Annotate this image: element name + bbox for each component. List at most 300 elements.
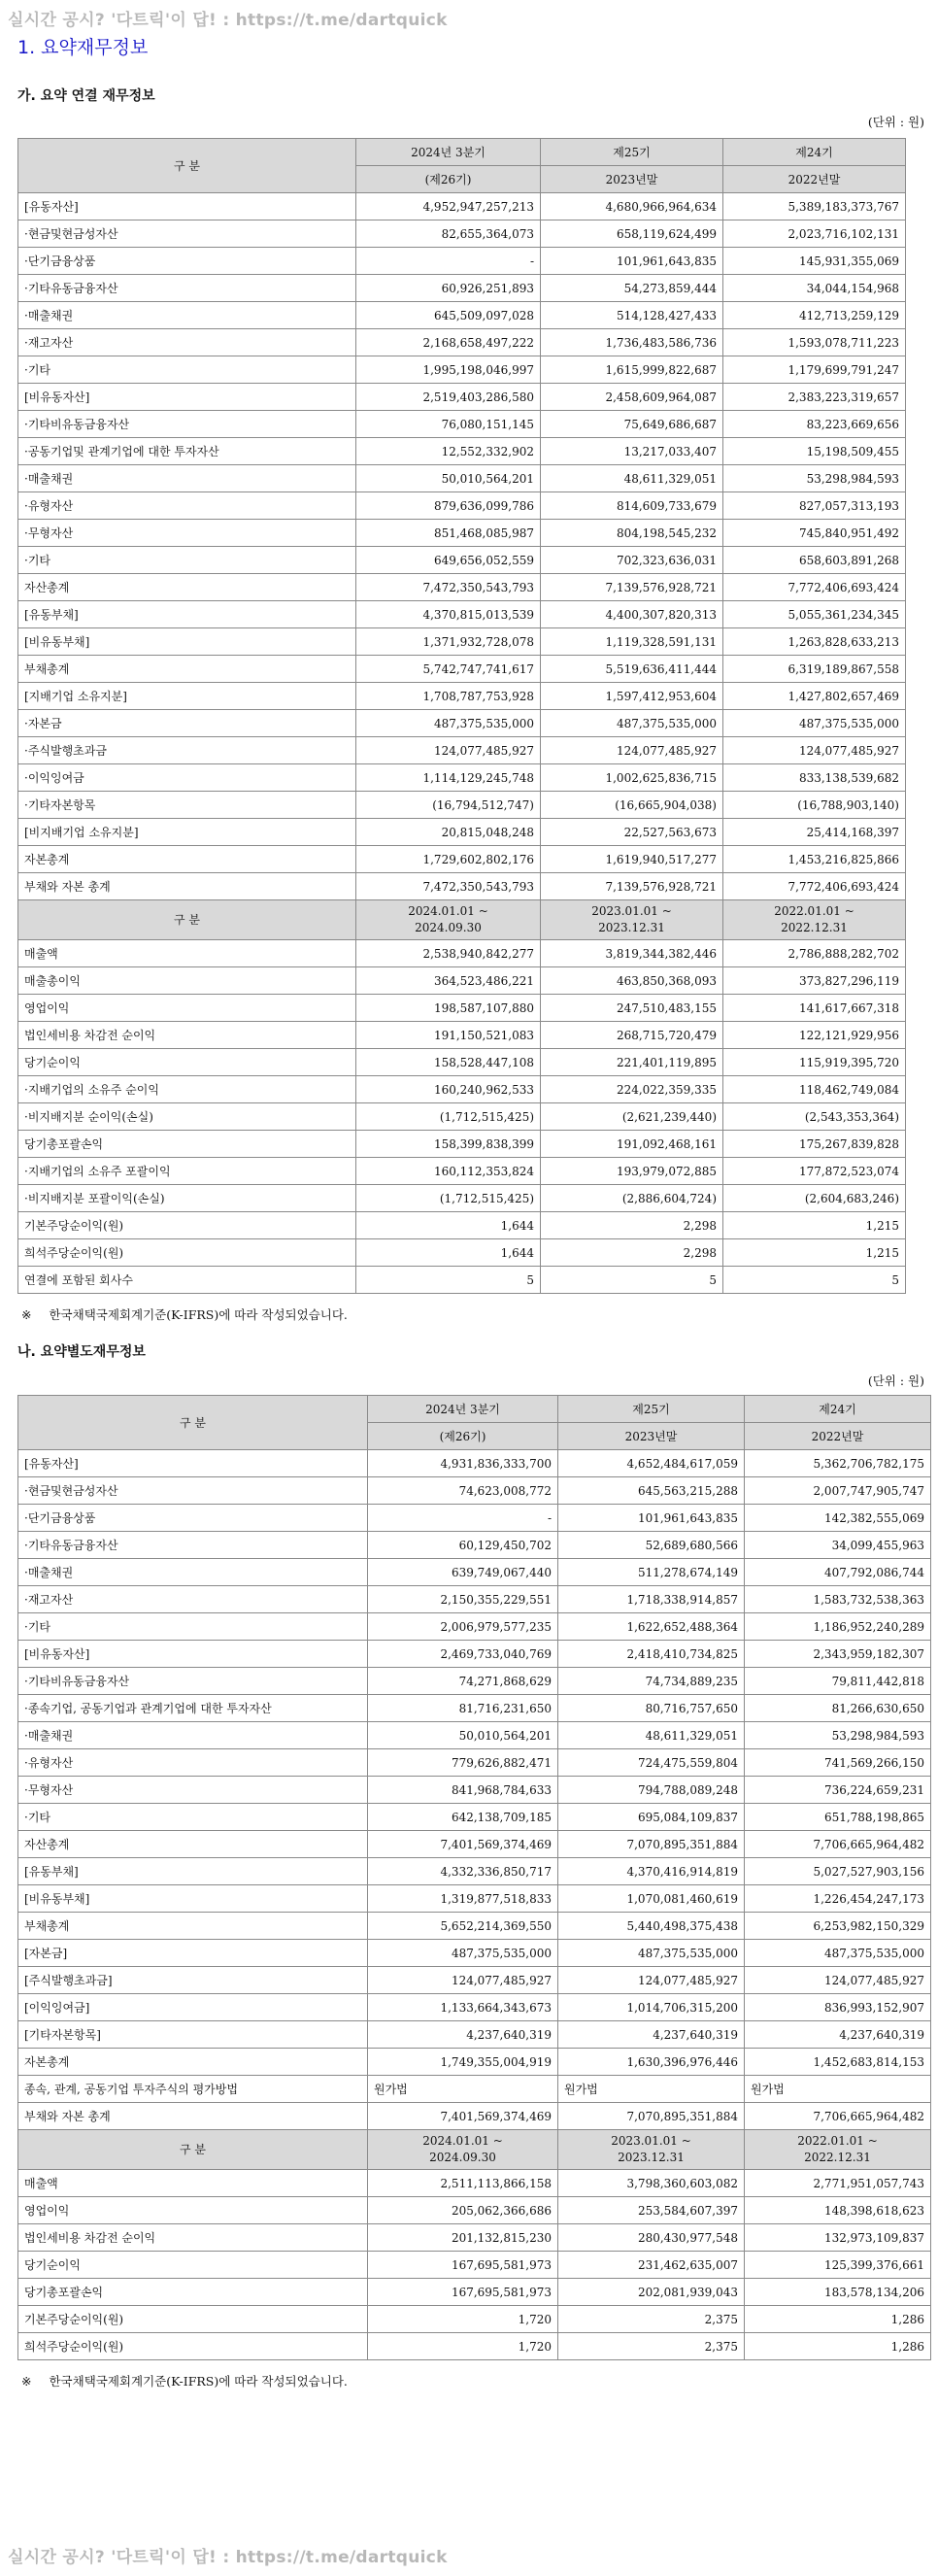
row-label: 기본주당순이익(원) xyxy=(18,2306,368,2333)
row-value: 1,014,706,315,200 xyxy=(558,1994,745,2021)
row-label: ·단기금융상품 xyxy=(18,1505,368,1532)
table-row xyxy=(18,967,906,995)
period-header-row xyxy=(18,2130,931,2170)
row-label: 매출액 xyxy=(18,940,356,967)
period-end: 2022.12.31 xyxy=(781,921,848,934)
row-value: 132,973,109,837 xyxy=(745,2224,931,2252)
row-value: 7,401,569,374,469 xyxy=(368,1831,558,1858)
row-value: 6,253,982,150,329 xyxy=(745,1913,931,1940)
row-value: 221,401,119,895 xyxy=(541,1049,723,1076)
table-row xyxy=(18,940,906,967)
row-value: 851,468,085,987 xyxy=(356,520,541,547)
row-value: 1,622,652,488,364 xyxy=(558,1613,745,1641)
row-value: 원가법 xyxy=(558,2076,745,2103)
row-label: [유동부채] xyxy=(18,601,356,628)
row-value: 5,362,706,782,175 xyxy=(745,1450,931,1477)
row-label: 종속, 관계, 공동기업 투자주식의 평가방법 xyxy=(18,2076,368,2103)
header-col-bottom: 2022년말 xyxy=(745,1423,931,1450)
row-value: 642,138,709,185 xyxy=(368,1804,558,1831)
consolidated-unit: (단위 : 원) xyxy=(867,115,924,129)
period-end: 2023.12.31 xyxy=(618,2151,685,2164)
row-value: 1,215 xyxy=(723,1239,906,1267)
row-value: 191,150,521,083 xyxy=(356,1022,541,1049)
row-value: 280,430,977,548 xyxy=(558,2224,745,2252)
row-label: 매출총이익 xyxy=(18,967,356,995)
row-label: 부채총계 xyxy=(18,1913,368,1940)
row-value: 487,375,535,000 xyxy=(541,710,723,737)
row-value: 794,788,089,248 xyxy=(558,1777,745,1804)
table-row xyxy=(18,2103,931,2130)
row-value: 1,319,877,518,833 xyxy=(368,1885,558,1913)
row-value: 2,375 xyxy=(558,2333,745,2360)
row-value: - xyxy=(368,1505,558,1532)
row-label: ·매출채권 xyxy=(18,465,356,492)
table-row xyxy=(18,683,906,710)
period-start: 2023.01.01 ~ xyxy=(591,904,672,918)
table-row xyxy=(18,2279,931,2306)
table-row xyxy=(18,1239,906,1267)
row-value: 160,240,962,533 xyxy=(356,1076,541,1103)
row-value: 1,615,999,822,687 xyxy=(541,356,723,384)
table-row xyxy=(18,1131,906,1158)
row-value: 268,715,720,479 xyxy=(541,1022,723,1049)
period-header-col xyxy=(745,2130,931,2170)
row-value: 695,084,109,837 xyxy=(558,1804,745,1831)
table-row xyxy=(18,438,906,465)
period-start: 2022.01.01 ~ xyxy=(774,904,854,918)
period-header-row xyxy=(18,900,906,940)
table-row xyxy=(18,1076,906,1103)
row-value: 2,469,733,040,769 xyxy=(368,1641,558,1668)
header-col-top: 제25기 xyxy=(541,139,723,166)
table-row xyxy=(18,2333,931,2360)
period-end: 2024.09.30 xyxy=(415,921,482,934)
table-row xyxy=(18,492,906,520)
table-row xyxy=(18,995,906,1022)
row-label: ·기타유동금융자산 xyxy=(18,1532,368,1559)
table-row xyxy=(18,1913,931,1940)
row-value: 651,788,198,865 xyxy=(745,1804,931,1831)
row-value: 779,626,882,471 xyxy=(368,1749,558,1777)
row-value: (1,712,515,425) xyxy=(356,1185,541,1212)
row-value: 1,749,355,004,919 xyxy=(368,2049,558,2076)
table-row xyxy=(18,1641,931,1668)
row-value: 841,968,784,633 xyxy=(368,1777,558,1804)
row-value: 7,472,350,543,793 xyxy=(356,873,541,900)
row-value: 1,002,625,836,715 xyxy=(541,764,723,792)
row-value: 373,827,296,119 xyxy=(723,967,906,995)
row-label: 영업이익 xyxy=(18,2197,368,2224)
row-label: 부채와 자본 총계 xyxy=(18,2103,368,2130)
row-value: 1,644 xyxy=(356,1239,541,1267)
table-row xyxy=(18,1885,931,1913)
period-start: 2024.01.01 ~ xyxy=(408,904,488,918)
row-value: 124,077,485,927 xyxy=(723,737,906,764)
row-value: 3,798,360,603,082 xyxy=(558,2170,745,2197)
table-row xyxy=(18,2076,931,2103)
table-row xyxy=(18,819,906,846)
row-value: 201,132,815,230 xyxy=(368,2224,558,2252)
row-value: 101,961,643,835 xyxy=(541,248,723,275)
row-value: 15,198,509,455 xyxy=(723,438,906,465)
row-label: ·비지배지분 포괄이익(손실) xyxy=(18,1185,356,1212)
table-row xyxy=(18,1777,931,1804)
header-label: 구 분 xyxy=(18,139,356,193)
row-value: 160,112,353,824 xyxy=(356,1158,541,1185)
row-label: 자산총계 xyxy=(18,1831,368,1858)
row-value: 60,926,251,893 xyxy=(356,275,541,302)
table-row xyxy=(18,1722,931,1749)
table-row xyxy=(18,1185,906,1212)
row-value: 1,226,454,247,173 xyxy=(745,1885,931,1913)
table-row xyxy=(18,1613,931,1641)
row-value: 175,267,839,828 xyxy=(723,1131,906,1158)
table-row xyxy=(18,1505,931,1532)
row-value: 2,519,403,286,580 xyxy=(356,384,541,411)
row-value: 4,400,307,820,313 xyxy=(541,601,723,628)
row-value: 1,452,683,814,153 xyxy=(745,2049,931,2076)
period-start: 2022.01.01 ~ xyxy=(797,2134,878,2148)
row-value: 645,509,097,028 xyxy=(356,302,541,329)
row-label: 자본총계 xyxy=(18,846,356,873)
table-row xyxy=(18,1212,906,1239)
row-value: 54,273,859,444 xyxy=(541,275,723,302)
row-value: 79,811,442,818 xyxy=(745,1668,931,1695)
header-label: 구 분 xyxy=(18,1396,368,1450)
row-value: 253,584,607,397 xyxy=(558,2197,745,2224)
row-value: 124,077,485,927 xyxy=(558,1967,745,1994)
row-label: [비지배기업 소유지분] xyxy=(18,819,356,846)
header-col-top: 제24기 xyxy=(745,1396,931,1423)
row-value: (16,794,512,747) xyxy=(356,792,541,819)
row-label: ·유형자산 xyxy=(18,1749,368,1777)
row-value: (2,886,604,724) xyxy=(541,1185,723,1212)
row-value: 487,375,535,000 xyxy=(723,710,906,737)
separate-note: ※ 한국채택국제회계기준(K-IFRS)에 따라 작성되었습니다. xyxy=(21,2374,348,2389)
row-value: 1,619,940,517,277 xyxy=(541,846,723,873)
row-label: [유동자산] xyxy=(18,1450,368,1477)
period-header-label: 구 분 xyxy=(18,2130,368,2170)
row-value: 148,398,618,623 xyxy=(745,2197,931,2224)
row-value: 741,569,266,150 xyxy=(745,1749,931,1777)
row-value: 736,224,659,231 xyxy=(745,1777,931,1804)
row-value: 1,593,078,711,223 xyxy=(723,329,906,356)
table-row xyxy=(18,2197,931,2224)
row-value: 487,375,535,000 xyxy=(558,1940,745,1967)
table-row xyxy=(18,574,906,601)
row-value: 2,418,410,734,825 xyxy=(558,1641,745,1668)
row-value: 141,617,667,318 xyxy=(723,995,906,1022)
row-value: 1,114,129,245,748 xyxy=(356,764,541,792)
row-value: (1,712,515,425) xyxy=(356,1103,541,1131)
row-value: 2,023,716,102,131 xyxy=(723,220,906,248)
table-row xyxy=(18,1668,931,1695)
row-label: ·기타 xyxy=(18,1804,368,1831)
row-value: 7,706,665,964,482 xyxy=(745,2103,931,2130)
row-value: 4,652,484,617,059 xyxy=(558,1450,745,1477)
row-value: 2,343,959,182,307 xyxy=(745,1641,931,1668)
row-value: 205,062,366,686 xyxy=(368,2197,558,2224)
table-row xyxy=(18,2306,931,2333)
table-row xyxy=(18,193,906,220)
row-label: 법인세비용 차감전 순이익 xyxy=(18,2224,368,2252)
row-label: ·종속기업, 공동기업과 관계기업에 대한 투자자산 xyxy=(18,1695,368,1722)
row-value: 2,538,940,842,277 xyxy=(356,940,541,967)
row-value: 1,070,081,460,619 xyxy=(558,1885,745,1913)
row-label: ·기타 xyxy=(18,547,356,574)
row-label: [비유동자산] xyxy=(18,1641,368,1668)
row-label: ·공동기업및 관계기업에 대한 투자자산 xyxy=(18,438,356,465)
period-start: 2024.01.01 ~ xyxy=(422,2134,503,2148)
table-row xyxy=(18,547,906,574)
row-value: 101,961,643,835 xyxy=(558,1505,745,1532)
row-value: 836,993,152,907 xyxy=(745,1994,931,2021)
row-value: (16,788,903,140) xyxy=(723,792,906,819)
row-value: 5,440,498,375,438 xyxy=(558,1913,745,1940)
row-value: 193,979,072,885 xyxy=(541,1158,723,1185)
row-value: 177,872,523,074 xyxy=(723,1158,906,1185)
header-col-top: 2024년 3분기 xyxy=(356,139,541,166)
row-label: ·매출채권 xyxy=(18,1559,368,1586)
row-value: 1,718,338,914,857 xyxy=(558,1586,745,1613)
table-row xyxy=(18,1049,906,1076)
table-row xyxy=(18,1804,931,1831)
row-value: 60,129,450,702 xyxy=(368,1532,558,1559)
table-row xyxy=(18,465,906,492)
row-value: 76,080,151,145 xyxy=(356,411,541,438)
row-label: ·지배기업의 소유주 순이익 xyxy=(18,1076,356,1103)
row-label: 당기총포괄손익 xyxy=(18,2279,368,2306)
row-value: 645,563,215,288 xyxy=(558,1477,745,1505)
row-value: 34,044,154,968 xyxy=(723,275,906,302)
row-value: 2,511,113,866,158 xyxy=(368,2170,558,2197)
table-row xyxy=(18,1450,931,1477)
row-value: 25,414,168,397 xyxy=(723,819,906,846)
row-value: 649,656,052,559 xyxy=(356,547,541,574)
row-value: 1,453,216,825,866 xyxy=(723,846,906,873)
row-label: ·기타비유동금융자산 xyxy=(18,411,356,438)
row-value: 487,375,535,000 xyxy=(356,710,541,737)
row-value: 5 xyxy=(356,1267,541,1294)
row-value: 5 xyxy=(723,1267,906,1294)
row-value: 5,652,214,369,550 xyxy=(368,1913,558,1940)
row-value: (16,665,904,038) xyxy=(541,792,723,819)
row-value: 124,077,485,927 xyxy=(541,737,723,764)
watermark-bottom: 실시간 공시? '다트릭'이 답! : https://t.me/dartquick xyxy=(8,2548,448,2567)
row-value: 원가법 xyxy=(745,2076,931,2103)
table-row xyxy=(18,1940,931,1967)
row-value: 1,215 xyxy=(723,1212,906,1239)
period-header-col xyxy=(723,900,906,940)
row-value: 7,070,895,351,884 xyxy=(558,2103,745,2130)
table-row xyxy=(18,1994,931,2021)
row-value: (2,604,683,246) xyxy=(723,1185,906,1212)
row-value: 83,223,669,656 xyxy=(723,411,906,438)
row-value: 81,266,630,650 xyxy=(745,1695,931,1722)
row-value: 833,138,539,682 xyxy=(723,764,906,792)
row-value: 1,597,412,953,604 xyxy=(541,683,723,710)
row-label: 영업이익 xyxy=(18,995,356,1022)
row-label: [유동부채] xyxy=(18,1858,368,1885)
table-row xyxy=(18,873,906,900)
row-value: 158,399,838,399 xyxy=(356,1131,541,1158)
row-value: 487,375,535,000 xyxy=(745,1940,931,1967)
row-value: 1,708,787,753,928 xyxy=(356,683,541,710)
row-value: 158,528,447,108 xyxy=(356,1049,541,1076)
row-label: ·매출채권 xyxy=(18,302,356,329)
row-label: [비유동부채] xyxy=(18,1885,368,1913)
row-value: 82,655,364,073 xyxy=(356,220,541,248)
header-col-bottom: (제26기) xyxy=(356,166,541,193)
row-value: 1,371,932,728,078 xyxy=(356,628,541,656)
row-value: 5,742,747,741,617 xyxy=(356,656,541,683)
row-value: 1,286 xyxy=(745,2333,931,2360)
period-start: 2023.01.01 ~ xyxy=(611,2134,691,2148)
row-value: 804,198,545,232 xyxy=(541,520,723,547)
separate-table xyxy=(17,1395,931,2360)
period-header-col xyxy=(356,900,541,940)
row-value: 50,010,564,201 xyxy=(368,1722,558,1749)
row-value: 1,720 xyxy=(368,2306,558,2333)
table-row xyxy=(18,1858,931,1885)
row-value: 1,736,483,586,736 xyxy=(541,329,723,356)
row-value: 7,772,406,693,424 xyxy=(723,574,906,601)
row-value: 52,689,680,566 xyxy=(558,1532,745,1559)
row-value: 247,510,483,155 xyxy=(541,995,723,1022)
table-row xyxy=(18,628,906,656)
row-label: ·주식발행초과금 xyxy=(18,737,356,764)
separate-title: 나. 요약별도재무정보 xyxy=(17,1344,146,1360)
row-value: 5,055,361,234,345 xyxy=(723,601,906,628)
header-col-bottom: 2023년말 xyxy=(541,166,723,193)
table-row xyxy=(18,1586,931,1613)
row-value: 4,931,836,333,700 xyxy=(368,1450,558,1477)
row-value: 814,609,733,679 xyxy=(541,492,723,520)
row-label: ·무형자산 xyxy=(18,520,356,547)
row-value: 827,057,313,193 xyxy=(723,492,906,520)
row-value: 658,603,891,268 xyxy=(723,547,906,574)
row-value: 724,475,559,804 xyxy=(558,1749,745,1777)
row-value: (2,621,239,440) xyxy=(541,1103,723,1131)
row-value: 48,611,329,051 xyxy=(541,465,723,492)
row-value: 81,716,231,650 xyxy=(368,1695,558,1722)
row-value: 4,370,416,914,819 xyxy=(558,1858,745,1885)
header-col-bottom: 2022년말 xyxy=(723,166,906,193)
row-label: [주식발행초과금] xyxy=(18,1967,368,1994)
row-value: 463,850,368,093 xyxy=(541,967,723,995)
row-value: 1,995,198,046,997 xyxy=(356,356,541,384)
row-label: 매출액 xyxy=(18,2170,368,2197)
row-label: [기타자본항목] xyxy=(18,2021,368,2049)
row-value: 7,472,350,543,793 xyxy=(356,574,541,601)
row-value: 2,298 xyxy=(541,1212,723,1239)
row-value: 20,815,048,248 xyxy=(356,819,541,846)
table-row xyxy=(18,220,906,248)
row-label: 당기총포괄손익 xyxy=(18,1131,356,1158)
header-col-bottom: (제26기) xyxy=(368,1423,558,1450)
row-value: 12,552,332,902 xyxy=(356,438,541,465)
consolidated-note: ※ 한국채택국제회계기준(K-IFRS)에 따라 작성되었습니다. xyxy=(21,1307,348,1322)
row-value: 1,179,699,791,247 xyxy=(723,356,906,384)
table-row xyxy=(18,601,906,628)
row-value: 2,150,355,229,551 xyxy=(368,1586,558,1613)
period-end: 2024.09.30 xyxy=(429,2151,496,2164)
row-value: 745,840,951,492 xyxy=(723,520,906,547)
row-value: 191,092,468,161 xyxy=(541,1131,723,1158)
row-value: 53,298,984,593 xyxy=(745,1722,931,1749)
row-value: 1,263,828,633,213 xyxy=(723,628,906,656)
table-row xyxy=(18,248,906,275)
row-value: 74,271,868,629 xyxy=(368,1668,558,1695)
header-row xyxy=(18,139,906,166)
row-value: 7,401,569,374,469 xyxy=(368,2103,558,2130)
row-label: ·유형자산 xyxy=(18,492,356,520)
table-row xyxy=(18,520,906,547)
table-row xyxy=(18,1831,931,1858)
header-col-top: 2024년 3분기 xyxy=(368,1396,558,1423)
row-value: 1,119,328,591,131 xyxy=(541,628,723,656)
table-row xyxy=(18,2224,931,2252)
row-label: [지배기업 소유지분] xyxy=(18,683,356,710)
row-value: 6,319,189,867,558 xyxy=(723,656,906,683)
row-label: 부채총계 xyxy=(18,656,356,683)
row-value: 122,121,929,956 xyxy=(723,1022,906,1049)
row-value: 22,527,563,673 xyxy=(541,819,723,846)
row-label: [비유동자산] xyxy=(18,384,356,411)
row-value: 4,680,966,964,634 xyxy=(541,193,723,220)
row-label: ·자본금 xyxy=(18,710,356,737)
row-label: ·기타비유동금융자산 xyxy=(18,1668,368,1695)
header-col-top: 제25기 xyxy=(558,1396,745,1423)
table-row xyxy=(18,384,906,411)
table-row xyxy=(18,656,906,683)
table-row xyxy=(18,846,906,873)
table-row xyxy=(18,356,906,384)
row-label: ·단기금융상품 xyxy=(18,248,356,275)
header-col-bottom: 2023년말 xyxy=(558,1423,745,1450)
row-value: 115,919,395,720 xyxy=(723,1049,906,1076)
row-value: 53,298,984,593 xyxy=(723,465,906,492)
row-value: 1,720 xyxy=(368,2333,558,2360)
period-end: 2022.12.31 xyxy=(804,2151,871,2164)
table-row xyxy=(18,792,906,819)
row-value: 639,749,067,440 xyxy=(368,1559,558,1586)
table-row xyxy=(18,710,906,737)
row-value: 5,519,636,411,444 xyxy=(541,656,723,683)
row-value: 412,713,259,129 xyxy=(723,302,906,329)
row-label: 자본총계 xyxy=(18,2049,368,2076)
table-row xyxy=(18,1559,931,1586)
row-label: ·재고자산 xyxy=(18,329,356,356)
table-row xyxy=(18,275,906,302)
row-label: 부채와 자본 총계 xyxy=(18,873,356,900)
row-value: - xyxy=(356,248,541,275)
row-value: 2,771,951,057,743 xyxy=(745,2170,931,2197)
row-value: 658,119,624,499 xyxy=(541,220,723,248)
row-value: 1,427,802,657,469 xyxy=(723,683,906,710)
row-value: 2,298 xyxy=(541,1239,723,1267)
row-value: 224,022,359,335 xyxy=(541,1076,723,1103)
row-label: 희석주당순이익(원) xyxy=(18,2333,368,2360)
row-value: 145,931,355,069 xyxy=(723,248,906,275)
table-row xyxy=(18,329,906,356)
table-row xyxy=(18,1103,906,1131)
row-value: 1,729,602,802,176 xyxy=(356,846,541,873)
table-row xyxy=(18,2021,931,2049)
row-value: 2,375 xyxy=(558,2306,745,2333)
table-row xyxy=(18,1695,931,1722)
row-value: 2,007,747,905,747 xyxy=(745,1477,931,1505)
